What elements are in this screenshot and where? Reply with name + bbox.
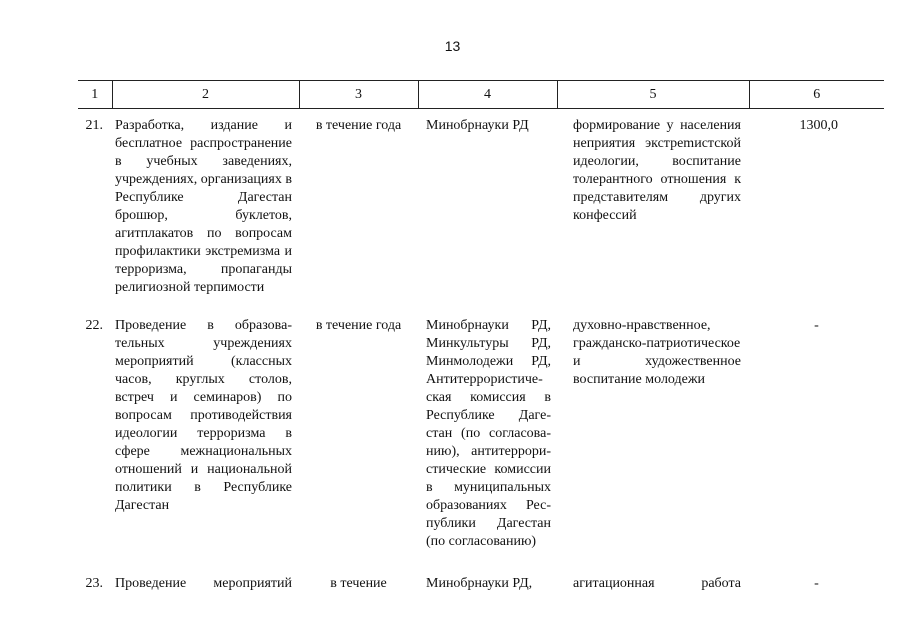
period-cell: в течение (330, 576, 387, 591)
row-number: 22. (85, 318, 103, 333)
page-number: 13 (444, 38, 461, 54)
funding-cell: 1300,0 (799, 118, 838, 133)
activity-cell: Разработка, издание и бесплатное распространение в учебных заведениях, учреждениях, организациях в Республике Дагестан брошюр, буклетов, агитплакатов по вопросам профилактики экстремизма и терроризма, пропаганды религиозной терпимости (115, 118, 292, 295)
table-row (78, 109, 884, 310)
column-header-5: 5 (557, 81, 749, 109)
funding-cell: - (814, 576, 819, 591)
program-table (78, 80, 884, 635)
result-cell: духовно-нравственное, гражданско-патриотическое и художественное воспитание молодежи (573, 318, 741, 387)
column-header-1: 1 (78, 81, 112, 109)
funding-cell: - (814, 318, 819, 333)
table-row (78, 309, 884, 567)
executors-cell: Минобрнауки РД, Минкультуры РД, Минмолодежи РД, Антитеррористическая комиссия в Республике Дагестан (по согласованию), антитеррористические комиссии в муниципальных образованиях Республики Дагестан (по согласованию) (426, 318, 551, 549)
period-cell: в течение года (315, 318, 402, 333)
column-header-6: 6 (749, 81, 884, 109)
header-row (78, 81, 884, 109)
column-header-4: 4 (418, 81, 557, 109)
activity-cell: Проведение в образовательных учреждениях мероприятий (классных часов, круглых столов, встреч и семинаров) по вопросам противодействия идеологии терроризма в сфере межнациональных отношений и национальной политики в Республике Дагестан (115, 318, 292, 513)
result-cell: формирование у населения неприятия экстреmистской идеологии, воспитание толерантного отношения к представителям других конфессий (573, 118, 741, 223)
executors-cell: Минобрнауки РД (426, 118, 529, 133)
program-table-container (78, 80, 884, 635)
activity-cell: Проведение мероприятий (115, 576, 292, 591)
executors-cell: Минобрнауки РД, (426, 576, 533, 591)
row-number: 21. (85, 118, 103, 133)
result-cell: агитационная работа (573, 576, 741, 591)
table-row (78, 567, 884, 635)
column-header-3: 3 (299, 81, 418, 109)
row-number: 23. (85, 576, 103, 591)
period-cell: в течение года (315, 118, 402, 133)
column-header-2: 2 (112, 81, 299, 109)
